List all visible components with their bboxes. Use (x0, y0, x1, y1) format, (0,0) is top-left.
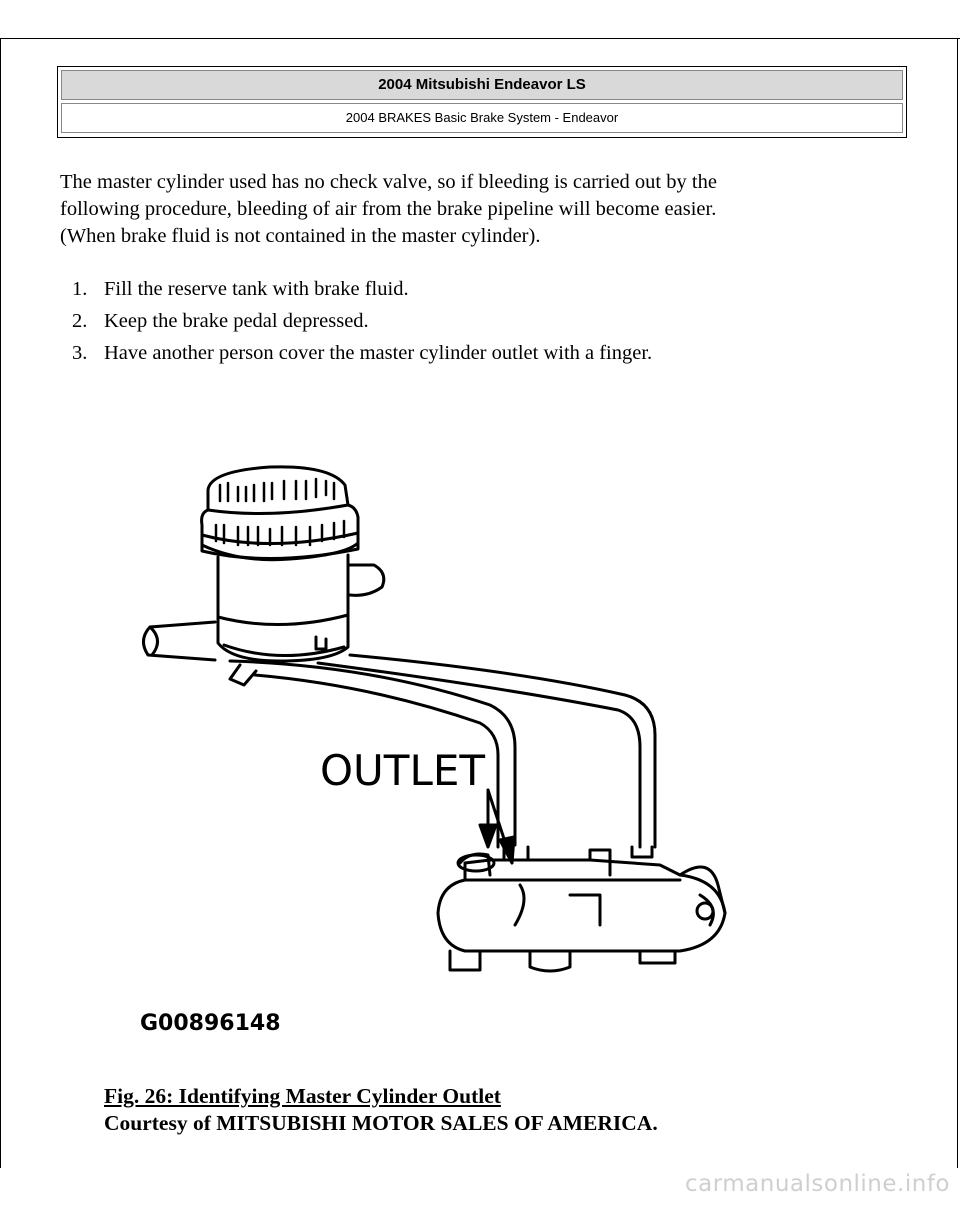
procedure-steps (60, 276, 910, 372)
reservoir-cap (202, 467, 358, 560)
step-text: Fill the reserve tank with brake fluid. (104, 278, 409, 300)
document-header (57, 66, 907, 138)
intro-line: The master cylinder used has no check valve, so if bleeding is carried out by the (60, 171, 717, 193)
step-item (60, 276, 910, 308)
step-item (60, 340, 910, 372)
step-number: 3. (72, 342, 88, 364)
intro-line: (When brake fluid is not contained in the master cylinder). (60, 225, 541, 247)
feed-pipe (143, 622, 215, 660)
intro-paragraph (60, 169, 910, 250)
page-border-left (0, 38, 1, 1168)
master-cylinder-illustration (120, 455, 760, 1050)
figure-code: G00896148 (140, 1011, 281, 1036)
step-number: 1. (72, 278, 88, 300)
figure-caption-title: Fig. 26: Identifying Master Cylinder Outlet (104, 1084, 501, 1108)
site-watermark: carmanualsonline.info (684, 1171, 950, 1197)
outlet-label: OUTLET (320, 746, 486, 795)
master-cylinder-body (438, 850, 725, 971)
step-text: Keep the brake pedal depressed. (104, 310, 369, 332)
figure-caption-credit: Courtesy of MITSUBISHI MOTOR SALES OF AMERICA. (104, 1111, 658, 1135)
intro-line: following procedure, bleeding of air from the brake pipeline will become easier. (60, 198, 717, 220)
page-border-top (0, 38, 960, 39)
figure-caption (104, 1083, 904, 1137)
page-border-right (957, 38, 958, 1168)
header-title: 2004 Mitsubishi Endeavor LS (61, 70, 903, 100)
header-subtitle: 2004 BRAKES Basic Brake System - Endeavor (61, 103, 903, 133)
step-number: 2. (72, 310, 88, 332)
step-item (60, 308, 910, 340)
step-text: Have another person cover the master cylinder outlet with a finger. (104, 342, 653, 364)
